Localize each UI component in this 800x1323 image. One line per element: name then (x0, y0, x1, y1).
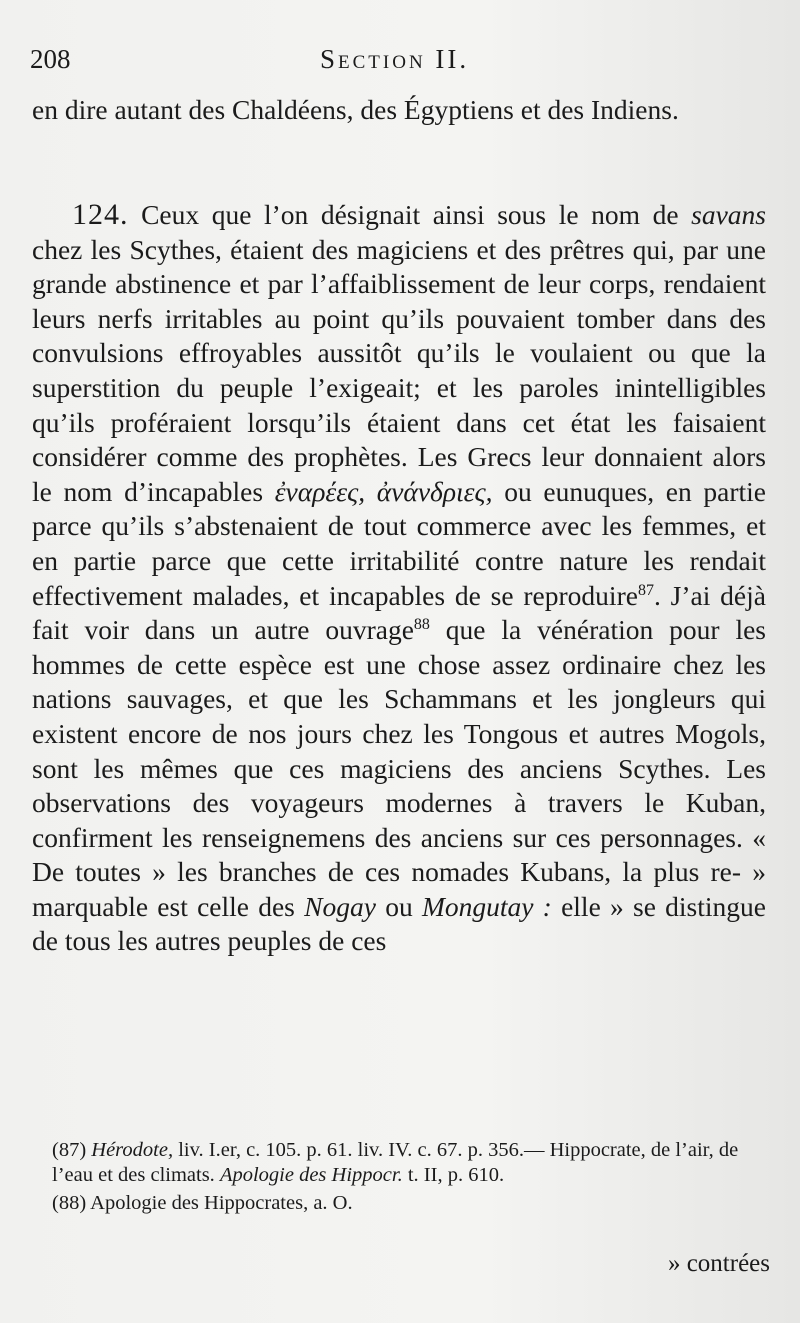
text-segment: que la vénération pour les hommes de cette espèce est une chose assez ordinaire chez les nations sauvages, et que les Schammans et les jongleurs qui existent encore de nos jours chez les Tongous et autres Mogols, sont les mêmes que ces magiciens des anciens Scythes. Les observations des voyageurs modernes à travers le Kuban, confirment les renseignemens des anciens sur ces personnages. « De toutes » les branches de ces nomades Kubans, la plus re- » marquable est celle des (32, 614, 766, 922)
paragraph-124 (32, 198, 766, 959)
footnote-italic: Apologie des Hippocr. (219, 1163, 403, 1186)
catchword: » contrées (667, 1250, 770, 1277)
text-segment: Ceux que l’on désignait ainsi sous le nom de (128, 199, 692, 230)
footnote-number: (87) (52, 1139, 87, 1161)
footnote-ref-88[interactable]: 88 (413, 615, 430, 633)
paragraph-number: 124. (72, 198, 129, 231)
running-header (28, 44, 760, 80)
text-segment: ou (375, 890, 422, 922)
footnote-text: t. II, p. 610. (402, 1163, 505, 1186)
footnote-88: (88) Apologie des Hippocrates, a. O. (52, 1192, 353, 1214)
paragraph-continued: en dire autant des Chaldéens, des Égyptiens et des Indiens. (32, 94, 679, 125)
italic-term: savans (691, 199, 766, 230)
text-segment: elle » se distingue de tous les autres peuples de ces (32, 890, 766, 957)
text-segment: ou eunuques, en partie parce qu’ils s’abstenaient de tout commerce avec les femmes, et en partie parce que cette irritabilité contre nature les rendait effectivement malades, et incapables de se reproduire (32, 475, 767, 611)
footnote-text: liv. I.er, c. 105. p. 61. liv. IV. c. 67. p. 356.— Hippocrate, de l’air, de l’eau et des climats. (52, 1139, 739, 1186)
section-title: Section II. (320, 44, 470, 74)
footnotes (52, 1138, 766, 1216)
footnote-author: Hérodote, (91, 1139, 174, 1161)
italic-name: Nogay (304, 890, 376, 922)
text-segment: . J’ai déjà fait voir dans un autre ouvrage (32, 579, 766, 646)
footnote-ref-87[interactable]: 87 (637, 581, 654, 599)
footnote-87 (52, 1138, 766, 1187)
page-number: 208 (30, 44, 71, 74)
text-segment: chez les Scythes, étaient des magiciens et des prêtres qui, par une grande abstinence et par l’affaiblissement de leur corps, rendaient leurs nerfs irritables au point qu’ils pouvaient tomber dans des convulsions effroyables aussitôt qu’ils le voulaient ou que la superstition du peuple l’exigeait; et les paroles inintelligibles qu’ils proféraient lorsqu’ils étaient dans cet état les faisaient considérer comme des prophètes. Les Grecs leur donnaient alors le nom d’incapables (32, 233, 766, 507)
greek-terms: ἐναρέες, ἀνάνδριες, (274, 475, 493, 507)
italic-name: Mongutay : (421, 890, 552, 922)
